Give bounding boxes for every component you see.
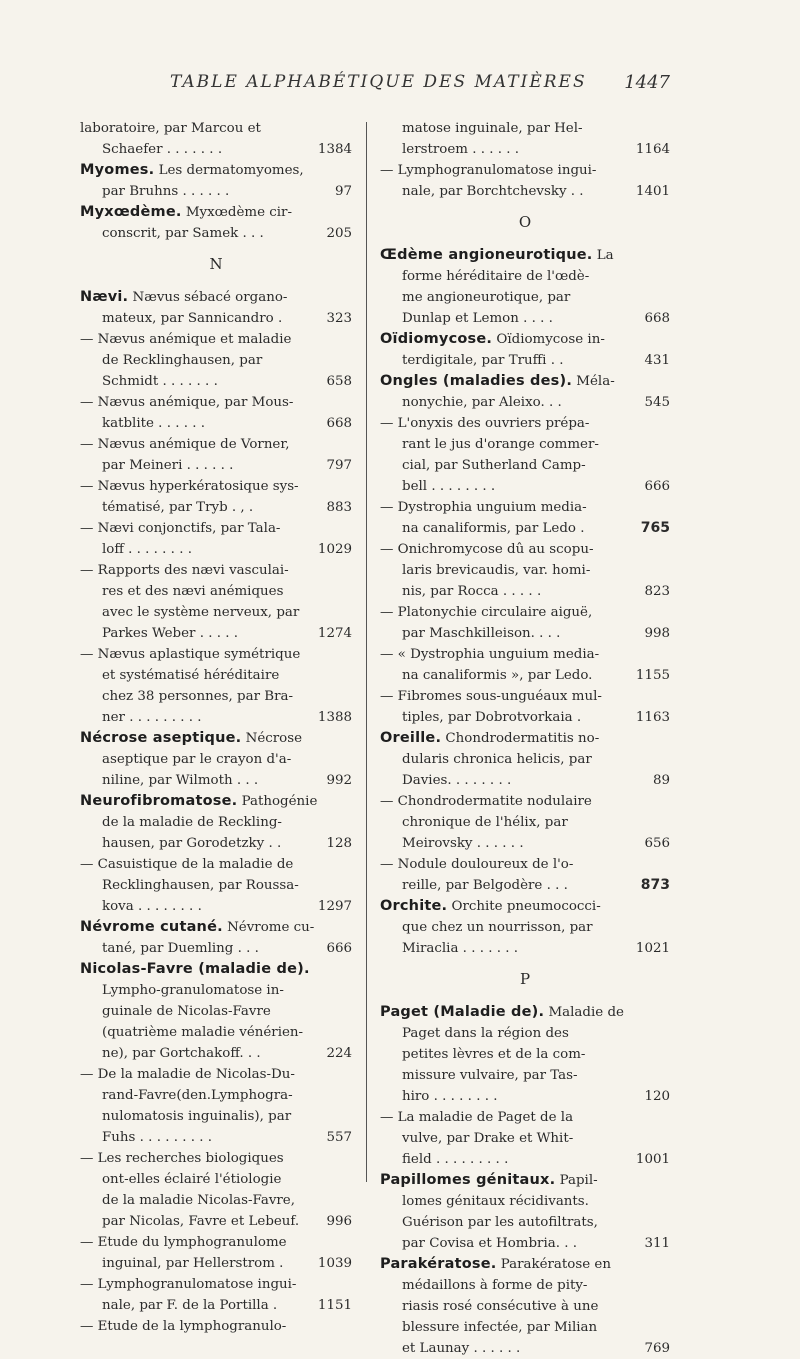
section-letter: P [519,970,531,988]
page-reference: 128 [326,836,352,851]
right-column [380,118,670,1359]
entry-first-line [80,959,352,980]
entry-first-line: Nævi. Nævus sébacé organo- [80,289,288,305]
entry-heading: Œdème angioneurotique. [380,247,593,263]
entry-first-line: Oïdiomycose. Oïdiomycose in- [380,331,605,347]
entry-first-line: — Lymphogranulomatose ingui- [80,1277,297,1292]
entry-line: 873 reille, par Belgodère . . . [380,875,670,896]
entry-line: 1401 nale, par Borchtchevsky . . [380,181,670,202]
index-entry [380,644,670,686]
entry-first-line: Névrome cutané. Névrome cu- [80,919,315,935]
entry-line: nulomatosis inguinalis), par [102,1109,292,1124]
entry-first-line: laboratoire, par Marcou et [80,121,261,136]
entry-line: 1029 loff . . . . . . . . [80,539,352,560]
entry-first-line: — Etude du lymphogranulome [80,1235,287,1250]
entry-line: missure vulvaire, par Tas- [402,1068,578,1083]
entry-line: que chez un nourrisson, par [402,920,593,935]
entry-line: 311 par Covisa et Hombria. . . [380,1233,670,1254]
entry-line: 323 mateux, par Sannicandro . [80,308,352,329]
index-entry [380,1254,670,1359]
page-reference: 323 [326,311,352,326]
page-reference: 666 [326,941,352,956]
page-reference: 668 [326,416,352,431]
entry-line: chronique de l'hélix, par [402,815,568,830]
entry-heading: Paget (Maladie de). [380,1004,545,1020]
page-reference: 992 [326,773,352,788]
page-reference: 883 [326,500,352,515]
entry-first-line: — Etude de la lymphogranulo- [80,1319,287,1334]
entry-heading: Papillomes génitaux. [380,1172,556,1188]
entry-first-line: Papillomes génitaux. Papil- [380,1172,598,1188]
index-entry [80,518,352,560]
entry-line: 1164 lerstroem . . . . . . [380,139,670,160]
entry-line: de Recklinghausen, par [102,353,263,368]
page-reference: 1297 [317,899,352,914]
index-entry [380,686,670,728]
entry-heading: Nécrose aseptique. [80,730,242,746]
entry-line: riasis rosé consécutive à une [402,1299,599,1314]
entry-first-line: Myomes. Les dermatomyomes, [80,162,304,178]
entry-line: 1151 nale, par F. de la Portilla . [80,1295,352,1316]
entry-first-line: Ongles (maladies des). Méla- [380,373,615,389]
entry-line: et systématisé héréditaire [102,668,280,683]
page-reference: 1039 [317,1256,352,1271]
page-reference: 205 [326,226,352,241]
page-reference: 873 [640,877,670,893]
entry-line: 883 tématisé, par Tryb . , . [80,497,352,518]
page-reference: 996 [326,1214,352,1229]
entry-first-line: — Nævus anémique de Vorner, [80,437,290,452]
entry-line: forme héréditaire de l'œdè- [402,269,590,284]
page-reference: 1384 [317,142,352,157]
entry-first-line: — Casuistique de la maladie de [80,857,294,872]
entry-line: 1163 tiples, par Dobrotvorkaia . [380,707,670,728]
entry-heading: Nicolas-Favre (maladie de). [80,961,310,977]
entry-line: 992 niline, par Wilmoth . . . [80,770,352,791]
entry-first-line: — « Dystrophia unguium media- [380,647,600,662]
column-divider [366,122,367,1182]
index-entry [380,371,670,413]
entry-line: chez 38 personnes, par Bra- [102,689,294,704]
entry-line: 765 na canaliformis, par Ledo . [380,518,670,539]
entry-first-line: — Nævus anémique et maladie [80,332,292,347]
page-reference: 797 [326,458,352,473]
entry-first-line: Parakératose. Parakératose en [380,1256,611,1272]
entry-line: 666 bell . . . . . . . . [380,476,670,497]
entry-heading: Orchite. [380,898,448,914]
index-entry [380,497,670,539]
entry-first-line: — Platonychie circulaire aiguë, [380,605,593,620]
index-entry [80,560,352,644]
index-entry [380,160,670,202]
entry-line: Guérison par les autofiltrats, [402,1215,598,1230]
entry-line: 668 katblite . . . . . . [80,413,352,434]
entry-line: me angioneurotique, par [402,290,571,305]
index-entry [380,118,670,160]
index-entry [80,959,352,1064]
entry-line: 769 et Launay . . . . . . [380,1338,670,1359]
entry-line: 1021 Miraclia . . . . . . . [380,938,670,959]
page-reference: 1388 [317,710,352,725]
index-entry [80,434,352,476]
entry-line: 1001 field . . . . . . . . . [380,1149,670,1170]
page-reference: 1001 [635,1152,670,1167]
page-reference: 769 [644,1341,670,1356]
entry-first-line: — Chondrodermatite nodulaire [380,794,592,809]
index-entry [80,476,352,518]
entry-line: 97 par Bruhns . . . . . . [80,181,352,202]
entry-first-line: — Les recherches biologiques [80,1151,284,1166]
index-entry [380,854,670,896]
entry-line: 1155 na canaliformis », par Ledo. [380,665,670,686]
index-entry [80,1316,352,1337]
entry-heading: Nævi. [80,289,129,305]
page-number: 1447 [624,72,670,93]
page-reference: 1029 [317,542,352,557]
entry-line: 120 hiro . . . . . . . . [380,1086,670,1107]
section-letter: O [518,213,532,231]
entry-first-line: Myxœdème. Myxœdème cir- [80,204,292,220]
entry-line: 128 hausen, par Gorodetzky . . [80,833,352,854]
entry-first-line: Nécrose aseptique. Nécrose [80,730,303,746]
index-entry [80,644,352,728]
entry-line: 797 par Meineri . . . . . . [80,455,352,476]
index-entry [80,1064,352,1148]
entry-line: Lympho-granulomatose in- [102,983,284,998]
section-letter: N [209,255,223,273]
entry-first-line: Œdème angioneurotique. La [380,247,614,263]
entry-line: 1384 Schaefer . . . . . . . [80,139,352,160]
entry-first-line: Neurofibromatose. Pathogénie [80,793,318,809]
page-reference: 1401 [635,184,670,199]
entry-line: res et des nævi anémiques [102,584,284,599]
page-reference: 823 [644,584,670,599]
entry-line: guinale de Nicolas-Favre [102,1004,271,1019]
index-entry [80,118,352,160]
entry-line: 545 nonychie, par Aleixo. . . [380,392,670,413]
entry-line: Paget dans la région des [402,1026,569,1041]
page-reference: 311 [644,1236,670,1251]
entry-first-line: — Nævus anémique, par Mous- [80,395,294,410]
page-reference: 545 [644,395,670,410]
entry-line: 656 Meirovsky . . . . . . [380,833,670,854]
entry-first-line: — Onichromycose dû au scopu- [380,542,594,557]
page-reference: 97 [334,184,352,199]
entry-heading: Oïdiomycose. [380,331,493,347]
entry-heading: Parakératose. [380,1256,497,1272]
entry-line: avec le système nerveux, par [102,605,300,620]
index-entry [80,287,352,329]
index-entry [380,602,670,644]
index-entry [80,202,352,244]
entry-first-line: matose inguinale, par Hel- [402,121,583,136]
entry-first-line: — Lymphogranulomatose ingui- [380,163,597,178]
index-entry [80,854,352,917]
entry-heading: Neurofibromatose. [80,793,238,809]
page-reference: 998 [644,626,670,641]
page-reference: 666 [644,479,670,494]
entry-heading: Névrome cutané. [80,919,223,935]
index-entry [380,1002,670,1107]
page-reference: 431 [644,353,670,368]
entry-line: 89 Davies. . . . . . . . [380,770,670,791]
page-header [170,72,670,102]
entry-line: (quatrième maladie vénérien- [102,1025,304,1040]
entry-line: 658 Schmidt . . . . . . . [80,371,352,392]
entry-line: cial, par Sutherland Camp- [402,458,586,473]
entry-heading: Myxœdème. [80,204,182,220]
entry-line: 823 nis, par Rocca . . . . . [380,581,670,602]
index-entry [380,896,670,959]
page-reference: 656 [644,836,670,851]
entry-line: rant le jus d'orange commer- [402,437,599,452]
page-reference: 120 [644,1089,670,1104]
page-reference: 1274 [317,626,352,641]
entry-heading: Myomes. [80,162,155,178]
page-reference: 89 [652,773,670,788]
entry-line: dularis chronica helicis, par [402,752,592,767]
entry-line: 998 par Maschkilleison. . . . [380,623,670,644]
index-entry [380,539,670,602]
entry-line: de la maladie Nicolas-Favre, [102,1193,295,1208]
entry-line: 1297 kova . . . . . . . . [80,896,352,917]
page-reference: 557 [326,1130,352,1145]
page-reference: 1164 [635,142,670,157]
entry-line: 1039 inguinal, par Hellerstrom . [80,1253,352,1274]
entry-line: rand-Favre(den.Lymphogra- [102,1088,293,1103]
entry-line: Recklinghausen, par Roussa- [102,878,299,893]
entry-first-line: — Nævus aplastique symétrique [80,647,301,662]
page-reference: 658 [326,374,352,389]
entry-first-line: Paget (Maladie de). Maladie de [380,1004,624,1020]
index-entry [80,1148,352,1232]
index-entry [380,1107,670,1170]
page-reference: 668 [644,311,670,326]
index-entry [80,329,352,392]
left-column [80,118,352,1337]
entry-heading: Oreille. [380,730,442,746]
entry-line: 431 terdigitale, par Truffi . . [380,350,670,371]
index-entry [80,917,352,959]
entry-line: 1388 ner . . . . . . . . . [80,707,352,728]
entry-line: 1274 Parkes Weber . . . . . [80,623,352,644]
entry-first-line: — Dystrophia unguium media- [380,500,587,515]
index-entry [80,1232,352,1274]
entry-line: aseptique par le crayon d'a- [102,752,292,767]
running-head: TABLE ALPHABÉTIQUE DES MATIÈRES [170,72,587,92]
page-reference: 765 [640,520,670,536]
entry-first-line: — Nævus hyperkératosique sys- [80,479,299,494]
entry-line: vulve, par Drake et Whit- [402,1131,574,1146]
index-entry [380,245,670,329]
entry-heading: Ongles (maladies des). [380,373,573,389]
index-entry [80,392,352,434]
entry-line: médaillons à forme de pity- [402,1278,588,1293]
entry-line: 666 tané, par Duemling . . . [80,938,352,959]
index-entry [80,1274,352,1316]
index-entry [380,791,670,854]
page-reference: 1021 [635,941,670,956]
page-reference: 1163 [635,710,670,725]
index-entry [380,1170,670,1254]
entry-first-line: — Rapports des nævi vasculai- [80,563,289,578]
entry-line: laris brevicaudis, var. homi- [402,563,591,578]
index-entry [80,160,352,202]
index-entry [80,791,352,854]
entry-line: 996 par Nicolas, Favre et Lebeuf. [80,1211,352,1232]
entry-line: blessure infectée, par Milian [402,1320,598,1335]
index-entry [380,728,670,791]
entry-first-line: — L'onyxis des ouvriers prépa- [380,416,590,431]
page-reference: 1155 [635,668,670,683]
entry-first-line: — Fibromes sous-unguéaux mul- [380,689,602,704]
entry-first-line: — Nodule douloureux de l'o- [380,857,574,872]
page-reference: 224 [326,1046,352,1061]
entry-line: 668 Dunlap et Lemon . . . . [380,308,670,329]
entry-line: 224 ne), par Gortchakoff. . . [80,1043,352,1064]
entry-line: petites lèvres et de la com- [402,1047,586,1062]
index-entry [80,728,352,791]
entry-line: lomes génitaux récidivants. [402,1194,589,1209]
entry-first-line: Orchite. Orchite pneumococci- [380,898,601,914]
index-entry [380,413,670,497]
entry-first-line: Oreille. Chondrodermatitis no- [380,730,600,746]
entry-first-line: — Nævi conjonctifs, par Tala- [80,521,281,536]
entry-line: ont-elles éclairé l'étiologie [102,1172,282,1187]
entry-line: 205 conscrit, par Samek . . . [80,223,352,244]
index-entry [380,329,670,371]
entry-first-line: — De la maladie de Nicolas-Du- [80,1067,295,1082]
entry-line: de la maladie de Reckling- [102,815,282,830]
entry-first-line: — La maladie de Paget de la [380,1110,574,1125]
entry-line: 557 Fuhs . . . . . . . . . [80,1127,352,1148]
page-reference: 1151 [317,1298,352,1313]
